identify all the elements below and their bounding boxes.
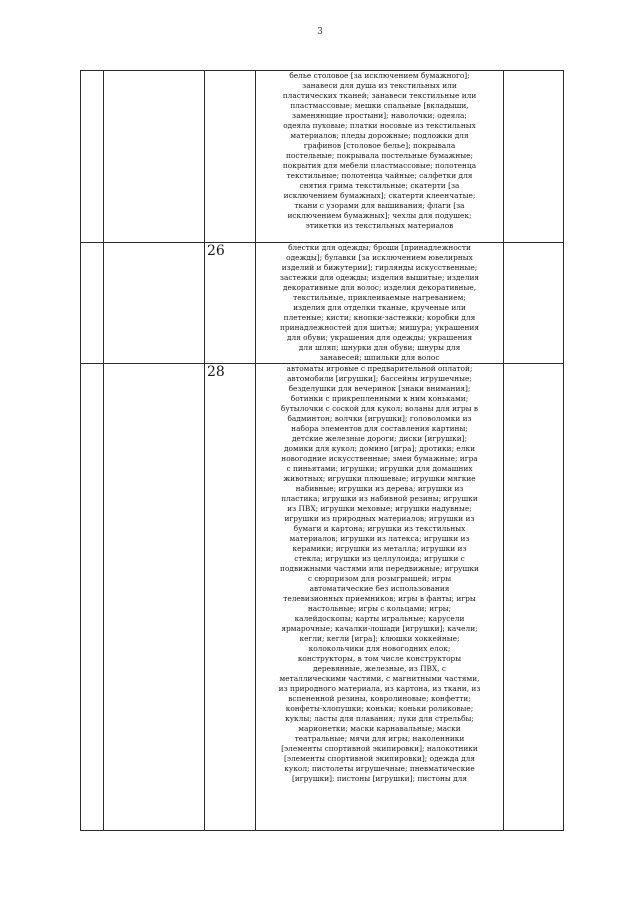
goods-line: автоматические без использования	[309, 584, 450, 593]
goods-line: материалов; пледы дорожные; подложки для	[290, 131, 469, 140]
goods-line: этикетки из текстильных материалов	[305, 221, 454, 230]
goods-line: ботинки с прикрепленными к ним коньками;	[290, 394, 469, 403]
goods-list	[256, 243, 503, 363]
goods-line: заменяющие простыни]; наволочки; одеяла;	[292, 111, 467, 120]
goods-line: стекла; игрушки из целлулоида; игрушки с	[294, 554, 465, 563]
goods-line: новогодние искусственные; змеи бумажные; игра	[281, 454, 478, 463]
goods-line: металлическими частями, с магнитными частями,	[279, 674, 480, 683]
class-number: 26	[207, 243, 225, 259]
goods-line: одеяла пуховые; платки носовые из текстильных	[283, 121, 476, 130]
goods-line: блестки для одежды; броши [принадлежности	[288, 243, 471, 252]
goods-line: конфеты-хлопушки; коньки; коньки роликовые;	[285, 704, 474, 713]
goods-line: вспененной резины, ковролиновые; конфетти;	[288, 694, 471, 703]
goods-line: бутылочки с соской для кукол; воланы для игры в	[280, 404, 479, 413]
goods-line: для шляп; шнурки для обуви; шнуры для	[298, 343, 461, 352]
notes-cell	[504, 71, 564, 243]
goods-line: графинов [столовое белье]; покрывала	[303, 141, 456, 150]
goods-line: деревянные, железные, из ПВХ, с	[312, 664, 447, 673]
goods-line: куклы; ласты для плавания; луки для стрельбы;	[285, 714, 474, 723]
class-number: 28	[207, 364, 225, 380]
goods-list-cell	[256, 71, 504, 243]
table-row	[81, 243, 564, 364]
class-number-cell	[205, 243, 256, 364]
goods-line: ткани с узорами для вышивания; флаги [за	[294, 201, 465, 210]
goods-line: исключением бумажных]; чехлы для подушек;	[287, 211, 472, 220]
goods-line: телевизионных приемников; игры в фанты; игры	[283, 594, 476, 603]
table-row	[81, 364, 564, 831]
class-number-cell	[205, 364, 256, 831]
page-number: 3	[317, 27, 323, 37]
goods-line: изделия для отделки тканые, крученые или	[293, 303, 466, 312]
goods-line: белье столовое [за исключением бумажного];	[289, 71, 470, 80]
goods-list	[256, 364, 503, 784]
goods-line: керамики; игрушки из металла; игрушки из	[292, 544, 467, 553]
goods-line: калейдоскопы; карты игральные; карусели	[294, 614, 465, 623]
goods-line: с сюрпризом для розыгрышей; игры	[307, 574, 452, 583]
goods-line: театральные; мячи для игры; наколенники	[294, 734, 465, 743]
goods-line: безделушки для вечеринок [знаки внимания];	[288, 384, 471, 393]
goods-line: принадлежностей для шитья; мишура; украшения	[280, 323, 479, 332]
goods-line: автомобили [игрушки]; бассейны игрушечные;	[287, 374, 472, 383]
applicant-cell	[104, 364, 205, 831]
goods-list-cell	[256, 243, 504, 364]
goods-line: набора элементов для составления картины;	[291, 424, 468, 433]
goods-line: кукол; пистолеты игрушечные; пневматические	[284, 764, 475, 773]
goods-line: кегли; кегли [игра]; клюшки хоккейные;	[299, 634, 460, 643]
goods-line: игрушки из природных материалов; игрушки из	[284, 514, 475, 523]
goods-line: с пиньятами; игрушки; игрушки для домашних	[286, 464, 473, 473]
goods-line: плетеные; кисти; кнопки-застежки; коробки для	[283, 313, 476, 322]
goods-line: [элементы спортивной экипировки]; налокотники	[281, 744, 478, 753]
goods-line: покрытия для мебели пластмассовые; полотенца	[282, 161, 477, 170]
goods-line: колокольчики для новогодних елок;	[308, 644, 451, 653]
goods-line: материалов; игрушки из латекса; игрушки из	[289, 534, 470, 543]
goods-line: снятия грима текстильные; скатерти [за	[299, 181, 460, 190]
goods-line: бадминтон; волчки [игрушки]; головоломки из	[287, 414, 472, 423]
goods-line: текстильные; полотенца чайные; салфетки для	[286, 171, 473, 180]
goods-line: подвижными частями или передвижные; игрушки	[280, 564, 479, 573]
goods-line: конструкторы, в том числе конструкторы	[297, 654, 462, 663]
goods-line: из природного материала, из картона, из ткани, из	[278, 684, 481, 693]
goods-line: марионетки; маски карнавальные; маски	[298, 724, 461, 733]
goods-line: застежки для одежды; изделия вышитые; изделия	[279, 273, 480, 282]
applicant-cell	[104, 243, 205, 364]
goods-classification-table	[80, 70, 564, 831]
goods-line: одежды]; булавки [за исключением ювелирных	[286, 253, 473, 262]
goods-line: для обуви; украшения для одежды; украшения	[286, 333, 473, 342]
applicant-cell	[104, 71, 205, 243]
goods-line: набивные; игрушки из дерева; игрушки из	[295, 484, 464, 493]
goods-line: настольные; игры с кольцами; игры;	[307, 604, 452, 613]
goods-line: пластмассовые; мешки спальные [вкладыши,	[290, 101, 469, 110]
goods-list-cell	[256, 364, 504, 831]
goods-line: животных; игрушки плюшевые; игрушки мягкие	[283, 474, 476, 483]
goods-line: занавеси для душа из текстильных или	[302, 81, 457, 90]
goods-line: ярмарочные; качалки-лошади [игрушки]; качели;	[281, 624, 478, 633]
goods-line: текстильные, приклеиваемые нагреванием;	[293, 293, 466, 302]
goods-line: автоматы игровые с предварительной оплатой;	[286, 364, 473, 373]
goods-line: исключением бумажных]; скатерти клеенчатые;	[283, 191, 476, 200]
goods-line: пластических тканей; занавеси текстильные или	[282, 91, 477, 100]
notes-cell	[504, 364, 564, 831]
goods-line: декоративные для волос; изделия декоративные,	[282, 283, 477, 292]
goods-line: [элементы спортивной экипировки]; одежда для	[283, 754, 476, 763]
class-number	[205, 71, 255, 72]
goods-line: детские железные дороги; диски [игрушки];	[291, 434, 468, 443]
row-index-cell	[81, 71, 104, 243]
goods-line: изделий и бижутерии]; гирлянды искусственные;	[281, 263, 478, 272]
goods-line: занавесей; шпильки для волос	[319, 353, 440, 362]
goods-line: пластика; игрушки из набивной резины; игрушки	[281, 494, 478, 503]
row-index-cell	[81, 243, 104, 364]
goods-list	[256, 71, 503, 231]
class-number-cell	[205, 71, 256, 243]
goods-line: из ПВХ; игрушки меховые; игрушки надувные;	[287, 504, 472, 513]
table-row	[81, 71, 564, 243]
goods-line: бумаги и картона; игрушки из текстильных	[293, 524, 466, 533]
notes-cell	[504, 243, 564, 364]
goods-line: [игрушки]; пистоны [игрушки]; пистоны для	[291, 774, 468, 783]
goods-line: постельные; покрывала постельные бумажные;	[286, 151, 473, 160]
row-index-cell	[81, 364, 104, 831]
goods-line: домики для кукол; домино [игра]; дротики; елки	[283, 444, 476, 453]
